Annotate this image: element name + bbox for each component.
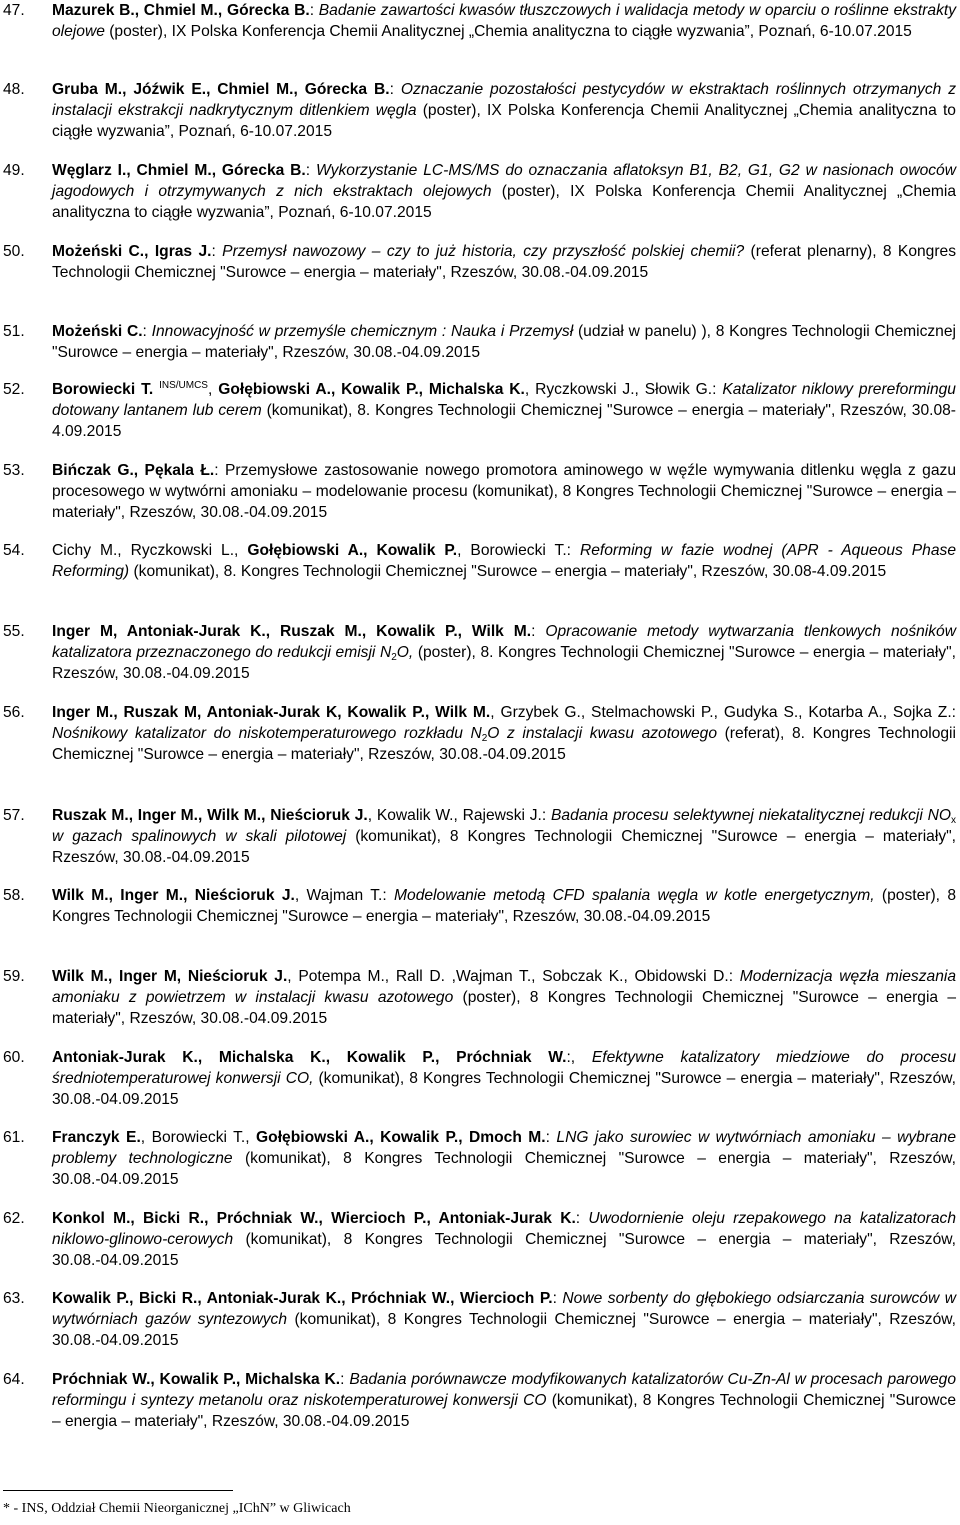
entry-text-segment: LNG jako surowiec w wytwórniach amoniaku – wybrane problemy technologiczne xyxy=(52,1129,957,1167)
entry-number: 55. xyxy=(3,623,25,640)
entry-text-segment: Wilk M., Inger M., Nieścioruk J. xyxy=(52,887,295,904)
entry-text xyxy=(52,1047,956,1110)
footnote: * - INS, Oddział Chemii Nieorganicznej „IChN” w Gliwicach xyxy=(3,1501,351,1516)
entry-text-segment: (udział w panelu) ), 8 Kongres Technologii Chemicznej "Surowce – energia – materiały", Rzeszów, 30.08.-04.09.2015 xyxy=(52,323,956,361)
entry-text-segment: Innowacyjność w przemyśle chemicznym : Nauka i Przemysł xyxy=(151,323,574,340)
entry-number: 64. xyxy=(3,1371,25,1388)
entry-number: 63. xyxy=(3,1290,25,1307)
entry-text-segment: : xyxy=(389,81,401,98)
entry-text-segment: , Wajman T.: xyxy=(294,887,395,904)
entry-text-segment: Inger M, Antoniak-Jurak K., Ruszak M., Kowalik P., Wilk M. xyxy=(52,623,532,640)
entry-text-segment: (poster), 8. Kongres Technologii Chemicznej "Surowce – energia – materiały", Rzeszów, 30.08.-04.09.2015 xyxy=(52,644,956,682)
entry-text-segment: x xyxy=(951,815,957,826)
entry-text xyxy=(52,702,956,765)
entry-text-segment: : xyxy=(545,1129,557,1146)
entry-text-segment: (komunikat), 8. Kongres Technologii Chemicznej "Surowce – energia – materiały", Rzeszów, 30.08-4.09.2015 xyxy=(52,402,956,440)
entry-text-segment: Gołębiowski A., Kowalik P. xyxy=(247,542,458,559)
entry-text-segment: , Borowiecki T.: xyxy=(457,542,580,559)
entry-text-segment: Antoniak-Jurak K., Michalska K., Kowalik P., Próchniak W. xyxy=(52,1049,567,1066)
entry-text-segment: (poster), IX Polska Konferencja Chemii Analitycznej „Chemia analityczna to ciągłe wyzwania”, Poznań, 6-10.07.2015 xyxy=(52,102,956,140)
entry-text xyxy=(52,1208,956,1271)
entry-number: 48. xyxy=(3,81,25,98)
entry-text-segment: : xyxy=(531,623,546,640)
entry-text-segment: :, xyxy=(566,1049,592,1066)
entry-text xyxy=(52,1127,956,1190)
entry-text-segment: (komunikat), 8 Kongres Technologii Chemicznej "Surowce – energia – materiały", Rzeszów, 30.08.-04.09.2015 xyxy=(52,1311,956,1349)
entry-text-segment: , Borowiecki T., xyxy=(140,1129,257,1146)
entry-text-segment: Uwodornienie oleju rzepakowego na katalizatorach niklowo-glinowo-cerowych xyxy=(52,1210,956,1248)
entry-text-segment: Bińczak G., Pękala Ł. xyxy=(52,462,215,479)
entry-text-segment: Nośnikowy katalizator do niskotemperaturowego rozkładu N xyxy=(52,725,482,742)
entry-text-segment: Cichy M., Ryczkowski L., xyxy=(52,542,248,559)
bibliography-entry xyxy=(0,1369,960,1432)
entry-number: 53. xyxy=(3,462,25,479)
bibliography-entry xyxy=(0,885,960,927)
entry-text-segment: INS/UMCS xyxy=(159,380,208,391)
entry-number: 52. xyxy=(3,381,25,398)
entry-number: 58. xyxy=(3,887,25,904)
entry-text xyxy=(52,621,956,684)
entry-text-segment: O z instalacji kwasu azotowego xyxy=(487,725,718,742)
entry-text xyxy=(52,241,956,283)
entry-text xyxy=(52,885,956,927)
entry-text-segment: Opracowanie metody wytwarzania tlenkowych nośników katalizatora przeznaczonego do redukcji emisji N xyxy=(52,623,956,661)
entry-text-segment: (poster), 8 Kongres Technologii Chemicznej "Surowce – energia – materiały", Rzeszów, 30.08.-04.09.2015 xyxy=(52,989,956,1027)
entry-text-segment: Konkol M., Bicki R., Próchniak W., Wiercioch P., Antoniak-Jurak K. xyxy=(52,1210,576,1227)
entry-text-segment: Gołębiowski A., Kowalik P., Michalska K. xyxy=(218,381,525,398)
entry-text-segment: (komunikat), 8. Kongres Technologii Chemicznej "Surowce – energia – materiały", Rzeszów, 30.08-4.09.2015 xyxy=(129,563,887,580)
entry-number: 60. xyxy=(3,1049,25,1066)
entry-text-segment: (poster), IX Polska Konferencja Chemii Analitycznej „Chemia analityczna to ciągłe wyzwania”, Poznań, 6-10.07.2015 xyxy=(52,183,956,221)
entry-text-segment: : Przemysłowe zastosowanie nowego promotora aminowego w węźle wymywania ditlenku węgla z gazu procesowego w wytwórni amoniaku – modelowanie procesu (komunikat), 8 Kongres Technologii Chemicznej "Surowce – energia – materiały", Rzeszów, 30.08.-04.09.2015 xyxy=(52,462,956,521)
entry-text-segment: Możeński C. xyxy=(52,323,143,340)
bibliography-entry xyxy=(0,540,960,582)
footnote-divider xyxy=(3,1490,233,1491)
entry-number: 54. xyxy=(3,542,25,559)
entry-text xyxy=(52,805,956,868)
entry-text-segment: Wilk M., Inger M, Nieścioruk J. xyxy=(52,968,288,985)
entry-number: 59. xyxy=(3,968,25,985)
entry-text-segment: , Grzybek G., Stelmachowski P., Gudyka S., Kotarba A., Sojka Z.: xyxy=(490,704,956,721)
bibliography-entry xyxy=(0,1208,960,1271)
entry-text-segment: : xyxy=(211,243,223,260)
entry-number: 50. xyxy=(3,243,25,260)
entry-text-segment: (komunikat), 8 Kongres Technologii Chemicznej "Surowce – energia – materiały", Rzeszów, 30.08.-04.09.2015 xyxy=(52,1231,956,1269)
entry-text-segment: Oznaczanie pozostałości pestycydów w ekstraktach roślinnych otrzymanych z instalacji ekstrakcji nadkrytycznym ditlenkiem węgla xyxy=(52,81,956,119)
entry-text xyxy=(52,966,956,1029)
entry-text-segment: : xyxy=(305,162,316,179)
bibliography-entry xyxy=(0,79,960,142)
bibliography-entry xyxy=(0,1127,960,1190)
entry-text-segment: Przemysł nawozowy – czy to już historia, czy przyszłość polskiej chemii? xyxy=(222,243,745,260)
entry-text-segment: Efektywne katalizatory miedziowe do procesu średniotemperaturowej konwersji CO, xyxy=(52,1049,957,1087)
bibliography-entry xyxy=(0,966,960,1029)
entry-number: 47. xyxy=(3,2,25,19)
bibliography-entry xyxy=(0,621,960,684)
entry-text-segment: Reforming w fazie wodnej (APR - Aqueous Phase Reforming) xyxy=(52,542,956,580)
entry-text-segment: Węglarz I., Chmiel M., Górecka B. xyxy=(52,162,306,179)
entry-text-segment: Katalizator niklowy prereformingu dotowany lantanem lub cerem xyxy=(52,381,956,419)
entry-text-segment: , Kowalik W., Rajewski J.: xyxy=(367,807,551,824)
entry-text-segment: (poster), IX Polska Konferencja Chemii Analitycznej „Chemia analityczna to ciągłe wyzwania”, Poznań, 6-10.07.2015 xyxy=(104,23,912,40)
entry-text-segment: (referat), 8. Kongres Technologii Chemicznej "Surowce – energia – materiały", Rzeszów, 30.08.-04.09.2015 xyxy=(52,725,956,763)
entry-text-segment: , Potempa M., Rall D. ,Wajman T., Sobczak K., Obidowski D.: xyxy=(287,968,740,985)
entry-text-segment: Gołębiowski A., Kowalik P., Dmoch M. xyxy=(256,1129,546,1146)
entry-text-segment: Próchniak W., Kowalik P., Michalska K. xyxy=(52,1371,341,1388)
bibliography-entry xyxy=(0,1047,960,1110)
entry-number: 61. xyxy=(3,1129,25,1146)
entry-text xyxy=(52,540,956,582)
bibliography-entry xyxy=(0,460,960,523)
entry-text-segment: , Ryczkowski J., Słowik G.: xyxy=(524,381,723,398)
bibliography-entry xyxy=(0,0,960,42)
entry-number: 62. xyxy=(3,1210,25,1227)
entry-text-segment: Badania procesu selektywnej niekatalitycznej redukcji NO xyxy=(551,807,952,824)
entry-text-segment: : xyxy=(340,1371,350,1388)
entry-text-segment: (komunikat), 8 Kongres Technologii Chemicznej "Surowce – energia – materiały", Rzeszów, 30.08.-04.09.2015 xyxy=(52,1070,957,1108)
entry-text-segment: Możeński C., Igras J. xyxy=(52,243,212,260)
entry-text xyxy=(52,160,956,223)
entry-text xyxy=(52,460,956,523)
entry-text-segment: : xyxy=(309,2,319,19)
entry-number: 56. xyxy=(3,704,25,721)
entry-text-segment: w gazach spalinowych w skali pilotowej xyxy=(52,828,347,845)
entry-text-segment: Ruszak M., Inger M., Wilk M., Nieścioruk J. xyxy=(52,807,368,824)
entry-text-segment: , xyxy=(207,381,219,398)
entry-number: 57. xyxy=(3,807,25,824)
entry-text-segment: 2 xyxy=(391,652,397,663)
entry-text-segment: Borowiecki T. xyxy=(52,381,154,398)
entry-text-segment: Mazurek B., Chmiel M., Górecka B. xyxy=(52,2,310,19)
entry-number: 49. xyxy=(3,162,25,179)
entry-text-segment: Gruba M., Jóźwik E., Chmiel M., Górecka B. xyxy=(52,81,390,98)
entry-text-segment: (komunikat), 8 Kongres Technologii Chemicznej "Surowce – energia – materiały", Rzeszów, 30.08.-04.09.2015 xyxy=(52,828,956,866)
entry-text-segment: 2 xyxy=(481,733,488,744)
entry-text-segment: Kowalik P., Bicki R., Antoniak-Jurak K., Próchniak W., Wiercioch P. xyxy=(52,1290,553,1307)
entry-text-segment: (poster), 8 Kongres Technologii Chemicznej "Surowce – energia – materiały", Rzeszów, 30.08.-04.09.2015 xyxy=(52,887,956,925)
entry-text-segment: Modernizacja węzła mieszania amoniaku z powietrzem w instalacji kwasu azotowego xyxy=(52,968,957,1006)
bibliography-entry xyxy=(0,160,960,223)
bibliography-entry xyxy=(0,379,960,442)
entry-text-segment: (komunikat), 8 Kongres Technologii Chemicznej "Surowce – energia – materiały", Rzeszów, 30.08.-04.09.2015 xyxy=(52,1392,957,1430)
entry-text-segment: Wykorzystanie LC-MS/MS do oznaczania aflatoksyn B1, B2, G1, G2 w nasionach owoców jagodowych i otrzymywanych z nich ekstraktach olejowych xyxy=(52,162,956,200)
entry-text-segment: Inger M., Ruszak M, Antoniak-Jurak K, Kowalik P., Wilk M. xyxy=(52,704,491,721)
entry-text xyxy=(52,0,956,42)
bibliography-entry xyxy=(0,241,960,283)
entry-text-segment: Nowe sorbenty do głębokiego odsiarczania surowców w wytwórniach gazów syntezowych xyxy=(52,1290,956,1328)
entry-text-segment: Badania porównawcze modyfikowanych katalizatorów Cu-Zn-Al w procesach parowego reformingu i syntezy metanolu oraz niskotemperaturowej konwersji CO xyxy=(52,1371,956,1409)
bibliography-entry xyxy=(0,321,960,363)
entry-text xyxy=(52,1288,956,1351)
entry-text-segment: Badanie zawartości kwasów tłuszczowych i walidacja metody w oparciu o roślinne ekstrakty olejowe xyxy=(52,2,956,40)
bibliography-entry xyxy=(0,702,960,765)
entry-text-segment: (komunikat), 8 Kongres Technologii Chemicznej "Surowce – energia – materiały", Rzeszów, 30.08.-04.09.2015 xyxy=(52,1150,957,1188)
entry-text-segment: (referat plenarny), 8 Kongres Technologii Chemicznej "Surowce – energia – materiały", Rzeszów, 30.08.-04.09.2015 xyxy=(52,243,956,281)
entry-text xyxy=(52,1369,956,1432)
bibliography-entry xyxy=(0,805,960,868)
entry-text-segment: : xyxy=(142,323,152,340)
entry-number: 51. xyxy=(3,323,25,340)
entry-text xyxy=(52,321,956,363)
entry-text-segment: O, xyxy=(396,644,414,661)
entry-text xyxy=(52,379,956,442)
entry-text-segment: Franczyk E. xyxy=(52,1129,141,1146)
entry-text-segment: : xyxy=(552,1290,563,1307)
entry-text-segment: : xyxy=(575,1210,589,1227)
bibliography-entry xyxy=(0,1288,960,1351)
entry-text-segment: Modelowanie metodą CFD spalania węgla w kotle energetycznym, xyxy=(394,887,875,904)
entry-text xyxy=(52,79,956,142)
